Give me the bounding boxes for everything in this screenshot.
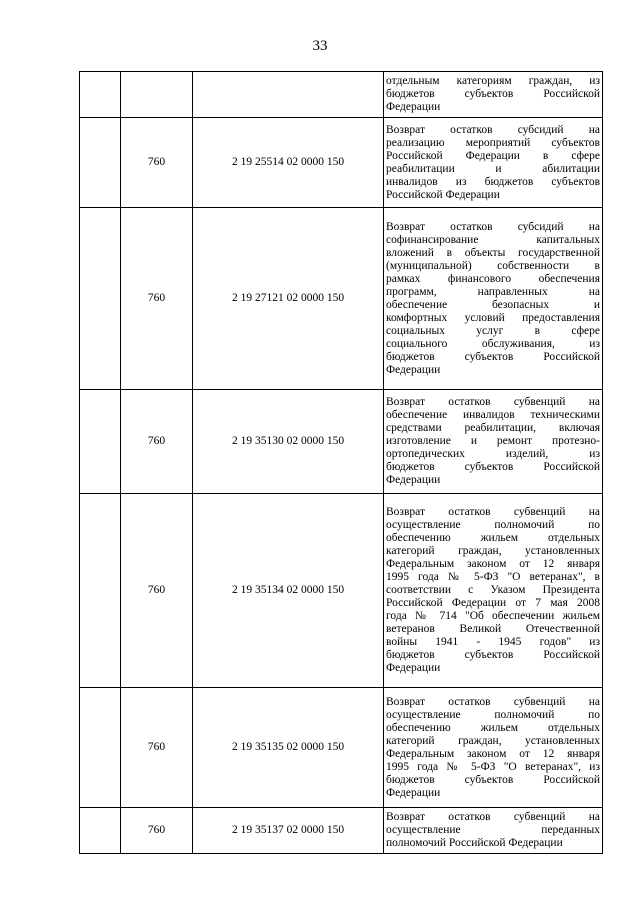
description-line: Федерации bbox=[386, 363, 441, 376]
description-line: Федерации bbox=[386, 474, 441, 486]
description-line: средствами реабилитации, включая bbox=[386, 422, 600, 434]
description-line: рамках финансового обеспечения bbox=[386, 272, 600, 285]
description-line: Федеральным законом от 12 января bbox=[386, 558, 600, 570]
budget-code-cell: 2 19 35137 02 0000 150 bbox=[193, 808, 384, 854]
table-row bbox=[80, 208, 603, 390]
description-line: полномочий Российской Федерации bbox=[386, 837, 563, 849]
description-line: бюджетов субъектов Российской bbox=[386, 350, 600, 363]
description-line: Возврат остатков субвенций на bbox=[386, 695, 600, 708]
empty-cell bbox=[80, 118, 121, 208]
budget-code-cell: 2 19 35130 02 0000 150 bbox=[193, 390, 384, 494]
empty-cell bbox=[80, 494, 121, 688]
description-line: бюджетов субъектов Российской bbox=[386, 461, 600, 473]
admin-code-cell: 760 bbox=[121, 808, 193, 854]
description-line: обеспечение безопасных и bbox=[386, 298, 600, 311]
description-line: вложений в объекты государственной bbox=[386, 246, 600, 259]
empty-cell bbox=[80, 808, 121, 854]
description-line: бюджетов субъектов Российской bbox=[386, 773, 600, 786]
budget-code-cell: 2 19 35134 02 0000 150 bbox=[193, 494, 384, 688]
description-line: осуществление переданных bbox=[386, 824, 600, 836]
description-line: обеспечению жильем отдельных bbox=[386, 721, 600, 734]
description-text bbox=[384, 124, 602, 202]
description-line: 1995 года № 5-ФЗ "О ветеранах", из bbox=[386, 760, 600, 773]
description-cell bbox=[384, 118, 603, 208]
budget-code-cell: 2 19 27121 02 0000 150 bbox=[193, 208, 384, 390]
page-number: 33 bbox=[312, 38, 328, 54]
description-line: софинансирование капитальных bbox=[386, 233, 600, 246]
description-line: бюджетов субъектов Российской bbox=[386, 88, 600, 100]
description-line: войны 1941 - 1945 годов" из bbox=[386, 636, 600, 648]
description-line: категорий граждан, установленных bbox=[386, 545, 600, 557]
description-line: комфортных условий предоставления bbox=[386, 311, 600, 324]
description-line: социального обслуживания, из bbox=[386, 337, 600, 350]
description-line: инвалидов из бюджетов субъектов bbox=[386, 175, 600, 188]
admin-code-cell: 760 bbox=[121, 208, 193, 390]
table-row bbox=[80, 390, 603, 494]
description-line: ортопедических изделий, из bbox=[386, 448, 600, 460]
description-line: Российской Федерации bbox=[386, 188, 500, 201]
description-line: социальных услуг в сфере bbox=[386, 324, 600, 337]
description-line: реализацию мероприятий субъектов bbox=[386, 136, 600, 149]
description-cell bbox=[384, 688, 603, 808]
description-line: Федеральным законом от 12 января bbox=[386, 747, 600, 760]
description-text bbox=[384, 221, 602, 377]
description-line: осуществление полномочий по bbox=[386, 708, 600, 721]
description-line: (муниципальной) собственности в bbox=[386, 259, 600, 272]
description-line: изготовление и ремонт протезно- bbox=[386, 435, 600, 447]
description-cell bbox=[384, 72, 603, 118]
empty-cell bbox=[80, 390, 121, 494]
budget-code-cell: 2 19 25514 02 0000 150 bbox=[193, 118, 384, 208]
budget-code-cell: 2 19 35135 02 0000 150 bbox=[193, 688, 384, 808]
description-line: отдельным категориям граждан, из bbox=[386, 75, 600, 87]
description-line: Возврат остатков субвенций на bbox=[386, 811, 600, 823]
description-line: Возврат остатков субвенций на bbox=[386, 506, 600, 518]
description-cell bbox=[384, 390, 603, 494]
empty-cell bbox=[80, 72, 121, 118]
description-line: реабилитации и абилитации bbox=[386, 162, 600, 175]
description-text bbox=[384, 396, 602, 487]
description-line: обеспечение инвалидов техническими bbox=[386, 409, 600, 421]
description-line: осуществление полномочий по bbox=[386, 519, 600, 531]
table-row bbox=[80, 494, 603, 688]
description-line: Возврат остатков субвенций на bbox=[386, 396, 600, 408]
budget-code-table bbox=[79, 71, 603, 854]
description-text bbox=[384, 811, 602, 850]
table-row bbox=[80, 688, 603, 808]
description-line: Российской Федерации от 7 мая 2008 bbox=[386, 597, 600, 609]
description-text bbox=[384, 75, 602, 114]
admin-code-cell: 760 bbox=[121, 118, 193, 208]
description-text bbox=[384, 696, 602, 800]
description-line: ветеранов Великой Отечественной bbox=[386, 623, 600, 635]
admin-code-cell: 760 bbox=[121, 688, 193, 808]
description-line: соответствии с Указом Президента bbox=[386, 584, 600, 596]
description-line: категорий граждан, установленных bbox=[386, 734, 600, 747]
admin-code-cell bbox=[121, 72, 193, 118]
description-cell bbox=[384, 208, 603, 390]
description-line: Российской Федерации в сфере bbox=[386, 149, 600, 162]
description-line: бюджетов субъектов Российской bbox=[386, 649, 600, 661]
table-row bbox=[80, 808, 603, 854]
description-line: Возврат остатков субсидий на bbox=[386, 220, 600, 233]
description-cell bbox=[384, 808, 603, 854]
empty-cell bbox=[80, 688, 121, 808]
empty-cell bbox=[80, 208, 121, 390]
description-cell bbox=[384, 494, 603, 688]
table-row bbox=[80, 118, 603, 208]
description-line: Федерации bbox=[386, 101, 441, 113]
description-line: Федерации bbox=[386, 786, 441, 799]
description-line: обеспечению жильем отдельных bbox=[386, 532, 600, 544]
table-row bbox=[80, 72, 603, 118]
admin-code-cell: 760 bbox=[121, 494, 193, 688]
description-text bbox=[384, 506, 602, 675]
admin-code-cell: 760 bbox=[121, 390, 193, 494]
description-line: 1995 года № 5-ФЗ "О ветеранах", в bbox=[386, 571, 600, 583]
description-line: Федерации bbox=[386, 662, 441, 674]
description-line: Возврат остатков субсидий на bbox=[386, 123, 600, 136]
description-line: года № 714 "Об обеспечении жильем bbox=[386, 610, 600, 622]
description-line: программ, направленных на bbox=[386, 285, 600, 298]
budget-code-cell bbox=[193, 72, 384, 118]
